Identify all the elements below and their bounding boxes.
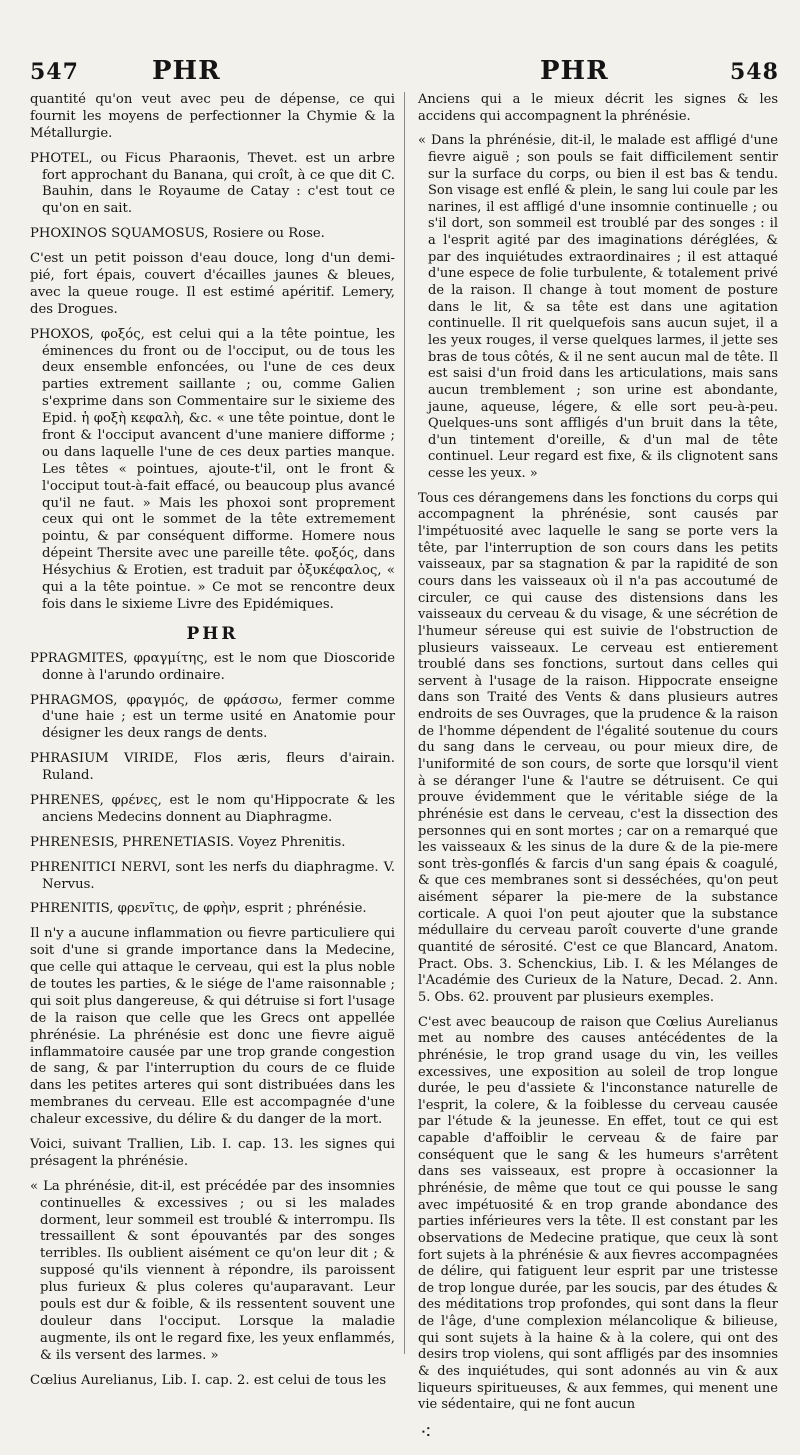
left-column [30,92,395,1397]
running-head-right: PHR [540,56,609,86]
paragraph: Voici, suivant Trallien, Lib. I. cap. 13. les signes qui présagent la phrénésie. [30,1136,395,1169]
paragraph: Il n'y a aucune inflammation ou fievre particuliere qui soit d'une si grande importance dans la Medecine, que celle qui attaque le cerveau, qui est la plus noble de toutes les parties, & le siége de l'ame raisonnable ; qui soit plus dangereuse, & qui détruise si fort l'usage de la raison que celle que les Grecs ont appellée phrénésie. La phrénésie est donc une fievre aiguë inflammatoire causée par une trop grande congestion de sang, & par l'interruption du cours de ce fluide dans les petites arteres qui sont distribuées dans les membranes du cerveau. Elle est accompagnée d'une chaleur excessive, du délire & du danger de la mort. [30,926,395,1128]
entry-phrenitici: PHRENITICI NERVI, sont les nerfs du diaphragme. V. Nervus. [30,859,395,892]
page-number-left: 547 [30,59,79,85]
quotation: « Dans la phrénésie, dit-il, le malade est affligé d'une fievre aiguë ; son pouls se fait difficilement sentir sur la surface du corps, ou bien il est bas & tendu. Son visage est enflé & plein, le sang lui coule par les narines, il est affligé d'une insomnie continuelle ; ou s'il dort, son sommeil est troublé par des songes : il a l'esprit agité par des imaginations déréglées, & par des inquiétudes extraordinaires ; il est attaqué d'une espece de folie turbulente, & totalement privé de la raison. Il change à tout moment de posture dans le lit, & sa tête est dans une agitation continuelle. Il rit quelquefois sans aucun sujet, il a les yeux rouges, il verse quelques larmes, il jette ses bras de tous côtés, & il ne sent aucun mal de tête. Il est saisi d'un froid dans les articulations, mais sans aucun tremblement ; son urine est abondante, jaune, aqueuse, légere, & elle sort peu-à-peu. Quelques-uns sont affligés d'un bruit dans la tête, d'un tintement d'oreille, & d'un mal de tête continuel. Leur regard est fixe, & ils clignotent sans cesse les yeux. » [418,133,778,482]
paragraph: Anciens qui a le mieux décrit les signes & les accidens qui accompagnent la phrénésie. [418,92,778,124]
entry-phoxos: PHOXOS, φοξός, est celui qui a la tête pointue, les éminences du front ou de l'occiput, ou de tous les deux ensemble enfoncées, ou l'une de ces deux parties extrement saillante ; ou, comme Galien s'exprime dans son Commentaire sur le sixieme des Epid. ἡ φοξὴ κεφαλὴ, &c. « une tête pointue, dont le front & l'occiput avancent d'une maniere difforme ; ou dans laquelle l'une de ces deux parties manque. Les têtes « pointues, ajoute-t'il, ont le front & l'occiput tout-à-fait effacé, ou beaucoup plus avancé qu'il ne faut. » Mais les phoxoi sont proprement ceux qui ont le sommet de la tête extremement pointu, & par conséquent difforme. Homere nous dépeint Thersite avec une pareille tête. φοξός, dans Hésychius & Erotien, est traduit par ὀξυκέφαλος, « qui a la tête pointue. » Ce mot se rencontre deux fois dans le sixieme Livre des Epidémiques. [30,326,395,612]
paragraph: Tous ces dérangemens dans les fonctions du corps qui accompagnent la phrénésie, sont causés par l'impétuosité avec laquelle le sang se porte vers la tête, par l'interruption de son cours dans les petits vaisseaux, par sa stagnation & par la rapidité de son cours dans les vaisseaux où il n'a pas accoutumé de circuler, ce qui cause des distensions dans les vaisseaux du cerveau & du visage, & une sécrétion de l'humeur séreuse qui est suivie de l'obstruction de plusieurs vaisseaux. Le cerveau est entierement troublé dans ses fonctions, surtout dans celles qui servent à l'usage de la raison. Hippocrate enseigne dans son Traité des Vents & dans plusieurs autres endroits de ses Ouvrages, que la prudence & la raison de l'homme dépendent de l'égalité soutenue du cours du sang dans le cerveau, ou pour mieux dire, de l'uniformité de son cours, de sorte que lorsqu'il vient à se déranger l'une & l'autre se détruisent. Ce qui prouve évidemment que le véritable siége de la phrénésie est dans le cerveau, c'est la dissection des personnes qui en sont mortes ; car on a remarqué que les vaisseaux & les sinus de la dure & de la pie-mere sont très-gonflés & farcis d'un sang épais & coagulé, & que ces membranes sont si desséchées, qu'on peut aisément séparer la pie-mere de la substance corticale. A quoi l'on peut ajouter que la substance médullaire du cerveau paroît couverte d'une grande quantité de sérosité. C'est ce que Blancard, Anatom. Pract. Obs. 3. Schenckius, Lib. I. & les Mélanges de l'Académie des Curieux de la Nature, Decad. 2. Ann. 5. Obs. 62. prouvent par plusieurs exemples. [418,490,778,1005]
entry-phrenesis: PHRENESIS, PHRENETIASIS. Voyez Phrenitis. [30,834,346,850]
paragraph: Cœlius Aurelianus, Lib. I. cap. 2. est celui de tous les [30,1372,387,1388]
entry-phoxinos: PHOXINOS SQUAMOSUS, Rosiere ou Rose. [30,226,325,242]
paragraph: quantité qu'on veut avec peu de dépense, ce qui fournit les moyens de perfectionner la Chymie & la Métallurgie. [30,92,395,141]
entry-ppragmites: PPRAGMITES, φραγμίτης, est le nom que Dioscoride donne à l'arundo ordinaire. [30,650,395,683]
paragraph: C'est avec beaucoup de raison que Cœlius Aurelianus met au nombre des causes antécédentes de la phrénésie, le trop grand usage du vin, les veilles excessives, une exposition au soleil de trop longue durée, le peu d'assiete & l'inconstance naturelle de l'esprit, la colere, & la foiblesse du cerveau causée par l'étude & la jeunesse. En effet, tout ce qui est capable d'affoiblir le cerveau & de faire par conséquent que le sang & les humeurs s'arrêtent dans ses vaisseaux, est propre à occasionner la phrénésie, de même que tout ce qui pousse le sang avec impétuosité & en trop grande abondance des parties inférieures vers la tête. Il est constant par les observations de Medecine pratique, que ceux là sont fort sujets à la phrénésie & aux fievres accompagnées de délire, qui fatiguent leur esprit par une tristesse de trop longue durée, par les soucis, par des études & des méditations trop profondes, qui sont dans la fleur de l'âge, d'une complexion mélancolique & bilieuse, qui sont sujets à la haine & à la colere, qui ont des desirs trop violens, qui sont affligés par des insomnies & des inquiétudes, qui sont adonnés au vin & aux liqueurs spiritueuses, & aux femmes, qui menent une vie sédentaire, qui ne font aucun [418,1014,778,1413]
right-column [418,92,778,1422]
entry-phrenitis: PHRENITIS, φρενῖτις, de φρὴν, esprit ; phrénésie. [30,901,367,917]
page-number-right: 548 [730,59,779,85]
section-heading: PHR [186,623,239,644]
entry-phrasium: PHRASIUM VIRIDE, Flos æris, fleurs d'airain. Ruland. [30,751,395,784]
footer-ornament: ⁖ [420,1420,432,1444]
entry-photel: PHOTEL, ou Ficus Pharaonis, Thevet. est un arbre fort approchant du Banana, qui croît, à ce que dit C. Bauhin, dans le Royaume de Catay : c'est tout ce qu'on en sait. [30,150,395,217]
running-head-left: PHR [152,56,221,86]
entry-phragmos: PHRAGMOS, φραγμός, de φράσσω, fermer comme d'une haie ; est un terme usité en Anatomie pour désigner les deux rangs de dents. [30,692,395,742]
paragraph: C'est un petit poisson d'eau douce, long d'un demi-pié, fort épais, couvert d'écailles jaunes & bleues, avec la queue rouge. Il est estimé apéritif. Lemery, des Drogues. [30,251,395,317]
column-divider [404,92,405,1354]
entry-phrenes: PHRENES, φρένες, est le nom qu'Hippocrate & les anciens Medecins donnent au Diaphragme. [30,792,395,825]
quotation: « La phrénésie, dit-il, est précédée par des insomnies continuelles & excessives ; ou si les malades dorment, leur sommeil est troublé & interrompu. Ils tressaillent & sont épouvantés par des songes terribles. Ils oublient aisément ce qu'on leur dit ; & supposé qu'ils viennent à répondre, ils paroissent plus furieux & plus coleres qu'auparavant. Leur pouls est dur & foible, & ils ressentent souvent une douleur dans l'occiput. Lorsque la maladie augmente, ils ont le regard fixe, les yeux enflammés, & ils versent des larmes. » [30,1178,395,1363]
